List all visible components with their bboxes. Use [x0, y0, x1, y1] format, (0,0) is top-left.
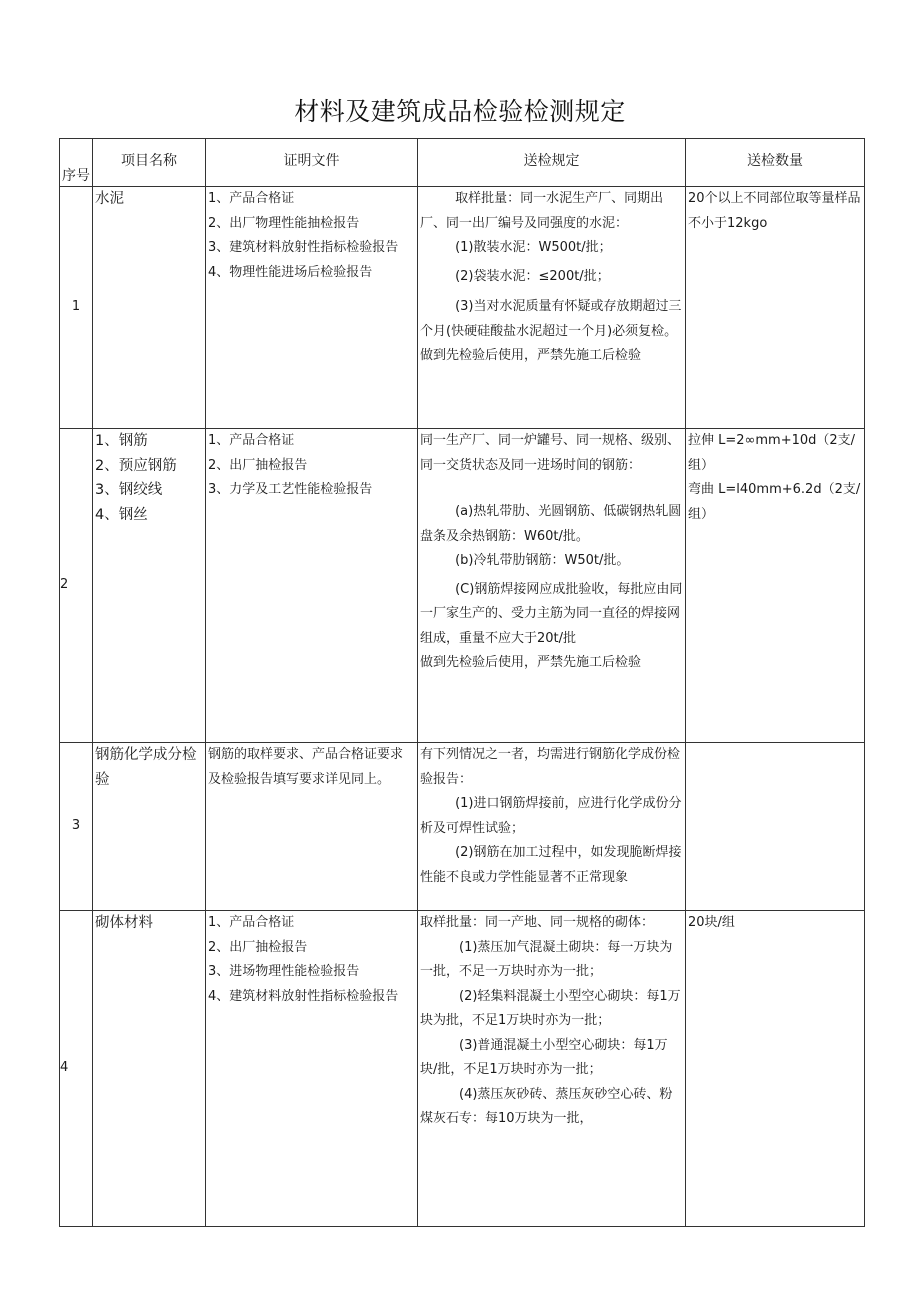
rule-line: 同一生产厂、同一炉罐号、同一规格、级别、同一交货状态及同一进场时间的钢筋： — [420, 433, 681, 473]
row-qty — [686, 911, 865, 1227]
row-name — [93, 743, 206, 911]
name-line: 砌体材料 — [95, 915, 153, 931]
table-row — [60, 187, 865, 429]
row-seq: 3 — [60, 743, 93, 911]
name-line: 钢筋化学成分检验 — [95, 747, 197, 788]
row-qty — [686, 187, 865, 429]
header-rules — [418, 139, 686, 187]
row-rules — [418, 187, 686, 429]
doc-line: 4、物理性能进场后检验报告 — [208, 264, 373, 280]
rule-line: 取样批量：同一产地、同一规格的砌体： — [420, 915, 655, 930]
name-line: 3、钢绞线 — [95, 482, 163, 498]
row-docs — [206, 911, 418, 1227]
name-line: 2、预应钢筋 — [95, 457, 177, 474]
header-rules-label: 送检规定 — [523, 153, 580, 169]
inspection-table — [59, 138, 865, 1227]
row-rules — [418, 743, 686, 911]
qty-line: 20块/组 — [688, 915, 735, 930]
rule-line: (3)当对水泥质量有怀疑或存放期超过三个月(快硬硅酸盐水泥超过一个月)必须复检。 — [420, 299, 682, 339]
rule-line: (1)进口钢筋焊接前，应进行化学成份分析及可焊性试验； — [420, 796, 682, 836]
row-seq: 2 — [60, 429, 93, 743]
doc-line: 钢筋的取样要求、产品合格证要求及检验报告填写要求详见同上。 — [208, 747, 404, 787]
row-name — [93, 187, 206, 429]
name-line: 4、钢丝 — [95, 506, 148, 523]
row-docs — [206, 743, 418, 911]
row-docs — [206, 429, 418, 743]
doc-line: 1、产品合格证 — [208, 915, 295, 930]
spacer — [420, 478, 683, 500]
header-docs — [206, 139, 418, 187]
header-qty-label: 送检数量 — [747, 153, 803, 169]
qty-line: 拉伸 L=2∞mm+10d（2支/组） — [688, 433, 856, 473]
name-line: 水泥 — [95, 191, 124, 207]
document-title: 材料及建筑成品检验检测规定 — [294, 97, 626, 126]
rule-line: 做到先检验后使用，严禁先施工后检验 — [420, 348, 642, 363]
doc-line: 3、进场物理性能检验报告 — [208, 964, 360, 979]
doc-line: 3、建筑材料放射性指标检验报告 — [208, 240, 399, 255]
header-row — [60, 139, 865, 187]
rule-line: (2)钢筋在加工过程中，如发现脆断焊接性能不良或力学性能显著不正常现象 — [420, 845, 682, 885]
doc-line: 1、产品合格证 — [208, 191, 295, 206]
row-docs — [206, 187, 418, 429]
rule-line: (2)袋装水泥：≤200t/批； — [455, 268, 610, 284]
qty-line: 弯曲 L=l40mm+6.2d（2支/组） — [688, 482, 861, 522]
table-row — [60, 429, 865, 743]
row-rules — [418, 429, 686, 743]
doc-line: 4、建筑材料放射性指标检验报告 — [208, 988, 399, 1004]
header-seq: 序号 — [60, 139, 93, 187]
rule-line: 取样批量：同一水泥生产厂、同期出厂、同一出厂编号及同强度的水泥： — [420, 191, 664, 231]
rule-line: (2)轻集料混凝土小型空心砌块：每1万块为批，不足1万块时亦为一批； — [420, 988, 681, 1028]
rule-line: (C)钢筋焊接网应成批验收，每批应由同一厂家生产的、受力主筋为同一直径的焊接网组成，重量不应大于20t/批 — [420, 581, 683, 646]
doc-line: 2、出厂抽检报告 — [208, 457, 308, 473]
rule-line: (3)普通混凝土小型空心砌块：每1万块/批，不足1万块时亦为一批； — [420, 1037, 668, 1077]
row-name — [93, 911, 206, 1227]
rule-line: (4)蒸压灰砂砖、蒸压灰砂空心砖、粉煤灰石专：每10万块为一批， — [420, 1086, 673, 1126]
row-rules — [418, 911, 686, 1227]
name-line: 1、钢筋 — [95, 433, 148, 449]
rule-line: 有下列情况之一者，均需进行钢筋化学成份检验报告： — [420, 747, 681, 787]
doc-line: 3、力学及工艺性能检验报告 — [208, 482, 373, 497]
header-qty — [686, 139, 865, 187]
row-name — [93, 429, 206, 743]
rule-line: (b)冷轧带肋钢筋：W50t/批。 — [455, 553, 630, 568]
rule-line: (1)散装水泥：W500t/批； — [455, 240, 612, 255]
rule-line: (1)蒸压加气混凝土砌块：每一万块为一批，不足一万块时亦为一批； — [420, 939, 673, 979]
doc-line: 2、出厂物理性能抽检报告 — [208, 215, 360, 231]
row-seq: 1 — [60, 187, 93, 429]
doc-line: 1、产品合格证 — [208, 433, 295, 448]
row-qty — [686, 429, 865, 743]
row-qty — [686, 743, 865, 911]
rule-line: (a)热轧带肋、光圆钢筋、低碳钢热轧圆盘条及余热钢筋：W60t/批。 — [420, 504, 682, 544]
table-row — [60, 911, 865, 1227]
header-docs-label: 证明文件 — [283, 153, 340, 169]
doc-line: 2、出厂抽检报告 — [208, 939, 308, 955]
header-name — [93, 139, 206, 187]
table-row — [60, 743, 865, 911]
header-name-label: 项目名称 — [121, 153, 177, 169]
rule-line: 做到先检验后使用，严禁先施工后检验 — [420, 655, 642, 670]
row-seq: 4 — [60, 911, 93, 1227]
qty-line: 20个以上不同部位取等量样品不小于12kgo — [688, 191, 861, 231]
